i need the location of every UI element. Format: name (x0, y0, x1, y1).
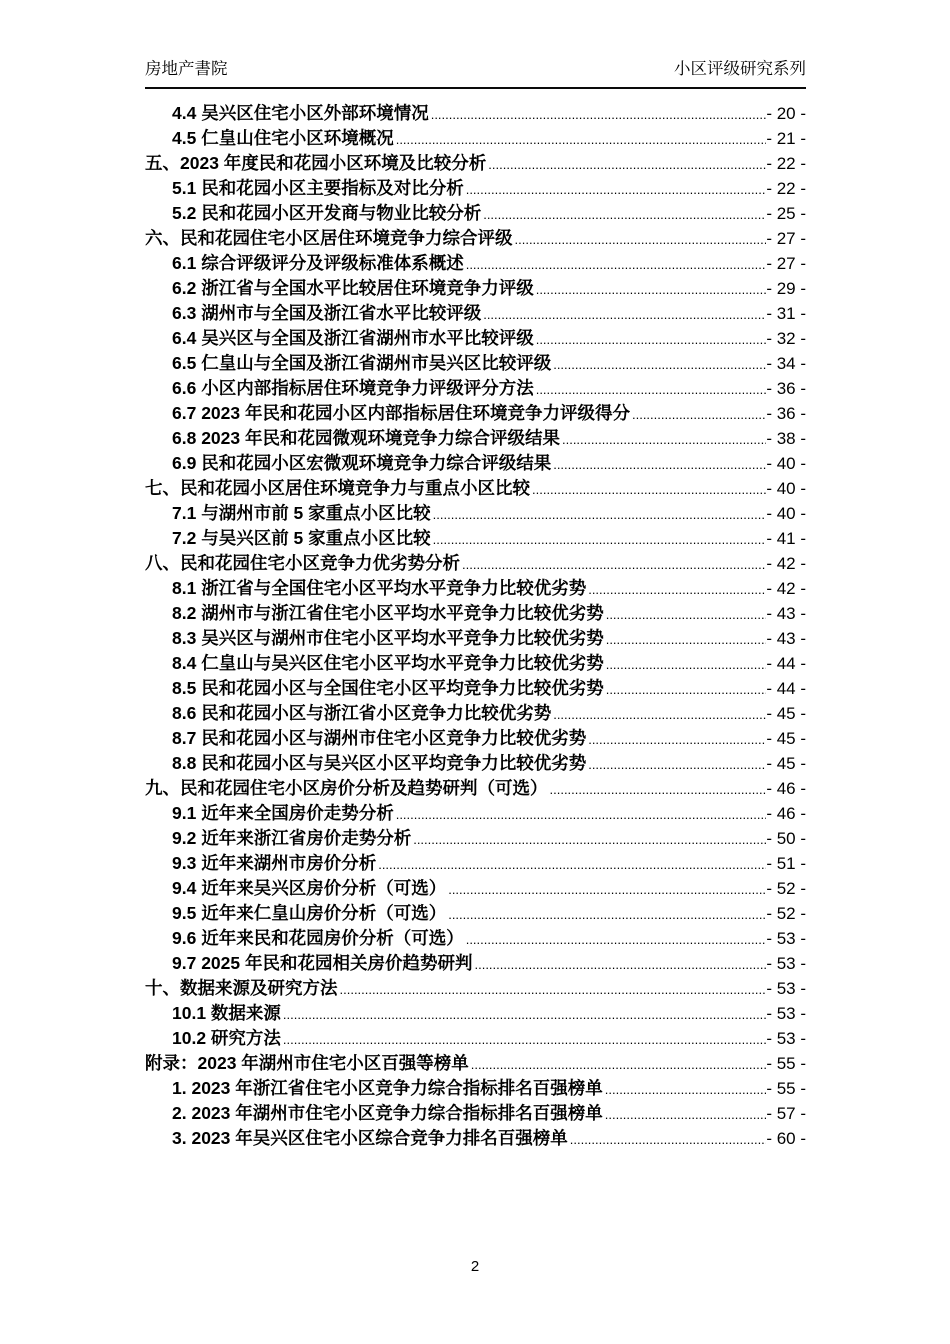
toc-entry-page: - 44 - (766, 679, 806, 698)
toc-entry[interactable] (145, 401, 806, 426)
toc-entry-label: 8.6 民和花园小区与浙江省小区竞争力比较优劣势 (172, 703, 552, 723)
toc-entry-label: 5.2 民和花园小区开发商与物业比较分析 (172, 203, 482, 223)
toc-entry-page: - 45 - (766, 754, 806, 773)
toc-dot-leader (606, 602, 767, 627)
toc-entry[interactable] (145, 651, 806, 676)
toc-entry-page: - 46 - (766, 779, 806, 798)
toc-entry-label: 6.1 综合评级评分及评级标准体系概述 (172, 253, 464, 273)
toc-entry-label: 8.2 湖州市与浙江省住宅小区平均水平竞争力比较优劣势 (172, 603, 604, 623)
toc-entry-page: - 52 - (766, 879, 806, 898)
toc-entry-label: 8.8 民和花园小区与吴兴区小区平均竞争力比较优劣势 (172, 753, 587, 773)
toc-dot-leader (553, 352, 766, 377)
toc-entry-page: - 42 - (766, 554, 806, 573)
toc-entry-page: - 52 - (766, 904, 806, 923)
toc-dot-leader (396, 802, 767, 827)
toc-entry-label: 10.1 数据来源 (172, 1003, 281, 1023)
toc-entry[interactable] (145, 876, 806, 901)
toc-entry-page: - 27 - (766, 254, 806, 273)
toc-entry-label: 五、2023 年度民和花园小区环境及比较分析 (145, 153, 487, 173)
toc-entry-page: - 32 - (766, 329, 806, 348)
toc-entry-page: - 36 - (766, 404, 806, 423)
toc-dot-leader (474, 952, 766, 977)
toc-entry-label: 4.5 仁皇山住宅小区环境概况 (172, 128, 394, 148)
toc-dot-leader (606, 627, 767, 652)
toc-dot-leader (448, 877, 766, 902)
toc-entry[interactable] (145, 676, 806, 701)
toc-entry-label: 9.3 近年来湖州市房价分析 (172, 853, 377, 873)
toc-entry[interactable] (145, 276, 806, 301)
toc-dot-leader (483, 202, 766, 227)
toc-entry-label: 8.5 民和花园小区与全国住宅小区平均竞争力比较优劣势 (172, 678, 604, 698)
header-right-text: 小区评级研究系列 (674, 60, 806, 78)
toc-dot-leader (433, 527, 767, 552)
toc-entry-page: - 44 - (766, 654, 806, 673)
toc-entry[interactable] (145, 301, 806, 326)
toc-dot-leader (515, 227, 767, 252)
toc-entry-page: - 53 - (766, 979, 806, 998)
toc-entry-label: 5.1 民和花园小区主要指标及对比分析 (172, 178, 464, 198)
toc-entry-page: - 36 - (766, 379, 806, 398)
toc-dot-leader (466, 252, 767, 277)
toc-entry-page: - 53 - (766, 1004, 806, 1023)
toc-dot-leader (550, 777, 767, 802)
toc-entry[interactable] (145, 551, 806, 576)
toc-dot-leader (466, 927, 767, 952)
toc-entry-page: - 45 - (766, 704, 806, 723)
toc-entry-page: - 40 - (766, 454, 806, 473)
toc-dot-leader (283, 1002, 766, 1027)
toc-dot-leader (536, 377, 767, 402)
toc-entry[interactable] (145, 1001, 806, 1026)
toc-dot-leader (413, 827, 766, 852)
toc-entry-label: 9.1 近年来全国房价走势分析 (172, 803, 394, 823)
toc-dot-leader (532, 477, 766, 502)
toc-entry-page: - 31 - (766, 304, 806, 323)
toc-entry[interactable] (145, 251, 806, 276)
toc-dot-leader (536, 327, 767, 352)
toc-dot-leader (378, 852, 766, 877)
toc-entry[interactable] (145, 1126, 806, 1151)
toc-entry-page: - 27 - (766, 229, 806, 248)
toc-entry-page: - 53 - (766, 929, 806, 948)
toc-entry-page: - 45 - (766, 729, 806, 748)
toc-entry[interactable] (145, 951, 806, 976)
toc-entry-label: 2. 2023 年湖州市住宅小区竞争力综合指标排名百强榜单 (172, 1103, 603, 1123)
toc-entry-page: - 50 - (766, 829, 806, 848)
page-number: 2 (470, 1258, 480, 1275)
toc-dot-leader (562, 427, 766, 452)
toc-entry-label: 6.3 湖州市与全国及浙江省水平比较评级 (172, 303, 482, 323)
toc-entry-label: 9.7 2025 年民和花园相关房价趋势研判 (172, 953, 473, 973)
toc-dot-leader (488, 152, 766, 177)
toc-entry[interactable] (145, 926, 806, 951)
toc-entry-label: 九、民和花园住宅小区房价分析及趋势研判（可选） (145, 778, 548, 798)
toc-entry[interactable] (145, 826, 806, 851)
toc-entry[interactable] (145, 226, 806, 251)
toc-entry-label: 6.6 小区内部指标居住环境竞争力评级评分方法 (172, 378, 534, 398)
toc-entry-page: - 55 - (766, 1079, 806, 1098)
toc-entry[interactable] (145, 426, 806, 451)
toc-entry-page: - 22 - (766, 179, 806, 198)
toc-dot-leader (396, 127, 767, 152)
toc-dot-leader (588, 727, 766, 752)
header-left-text: 房地产書院 (145, 60, 228, 78)
toc-entry-page: - 43 - (766, 629, 806, 648)
toc-entry-label: 6.7 2023 年民和花园小区内部指标居住环境竞争力评级得分 (172, 403, 630, 423)
toc-entry-page: - 53 - (766, 1029, 806, 1048)
toc-dot-leader (462, 552, 766, 577)
toc-entry-label: 八、民和花园住宅小区竞争力优劣势分析 (145, 553, 460, 573)
toc-entry[interactable] (145, 851, 806, 876)
toc-entry-label: 附录：2023 年湖州市住宅小区百强等榜单 (145, 1053, 469, 1073)
toc-entry-page: - 40 - (766, 504, 806, 523)
toc-entry-page: - 38 - (766, 429, 806, 448)
toc-entry-label: 4.4 吴兴区住宅小区外部环境情况 (172, 103, 429, 123)
table-of-contents (145, 101, 806, 1151)
toc-entry-label: 六、民和花园住宅小区居住环境竞争力综合评级 (145, 228, 513, 248)
toc-dot-leader (605, 1077, 767, 1102)
toc-entry-label: 7.2 与吴兴区前 5 家重点小区比较 (172, 528, 431, 548)
toc-dot-leader (606, 652, 767, 677)
toc-entry[interactable] (145, 526, 806, 551)
toc-dot-leader (448, 902, 766, 927)
toc-entry-label: 6.9 民和花园小区宏微观环境竞争力综合评级结果 (172, 453, 552, 473)
toc-entry-label: 9.6 近年来民和花园房价分析（可选） (172, 928, 464, 948)
toc-dot-leader (466, 177, 767, 202)
toc-entry-page: - 46 - (766, 804, 806, 823)
page-footer (0, 1258, 950, 1275)
toc-entry[interactable] (145, 126, 806, 151)
toc-entry[interactable] (145, 1026, 806, 1051)
toc-dot-leader (340, 977, 767, 1002)
toc-entry-page: - 42 - (766, 579, 806, 598)
toc-dot-leader (632, 402, 766, 427)
toc-entry-label: 1. 2023 年浙江省住宅小区竞争力综合指标排名百强榜单 (172, 1078, 603, 1098)
toc-dot-leader (433, 502, 767, 527)
toc-entry-label: 十、数据来源及研究方法 (145, 978, 338, 998)
toc-dot-leader (570, 1127, 767, 1152)
toc-entry[interactable] (145, 1076, 806, 1101)
toc-dot-leader (536, 277, 767, 302)
toc-entry[interactable] (145, 701, 806, 726)
toc-entry-label: 8.3 吴兴区与湖州市住宅小区平均水平竞争力比较优劣势 (172, 628, 604, 648)
toc-entry[interactable] (145, 501, 806, 526)
toc-entry[interactable] (145, 901, 806, 926)
toc-dot-leader (283, 1027, 766, 1052)
toc-entry[interactable] (145, 726, 806, 751)
page-header (145, 58, 806, 89)
toc-entry-page: - 51 - (766, 854, 806, 873)
toc-entry-page: - 22 - (766, 154, 806, 173)
toc-entry[interactable] (145, 176, 806, 201)
toc-entry-page: - 20 - (766, 104, 806, 123)
toc-entry[interactable] (145, 201, 806, 226)
toc-entry[interactable] (145, 476, 806, 501)
toc-dot-leader (588, 577, 766, 602)
toc-entry[interactable] (145, 151, 806, 176)
toc-entry[interactable] (145, 1101, 806, 1126)
toc-entry[interactable] (145, 451, 806, 476)
toc-entry[interactable] (145, 776, 806, 801)
toc-entry-page: - 25 - (766, 204, 806, 223)
toc-entry[interactable] (145, 626, 806, 651)
toc-entry-label: 8.1 浙江省与全国住宅小区平均水平竞争力比较优劣势 (172, 578, 587, 598)
toc-entry-label: 7.1 与湖州市前 5 家重点小区比较 (172, 503, 431, 523)
toc-entry-page: - 55 - (766, 1054, 806, 1073)
toc-entry-label: 七、民和花园小区居住环境竞争力与重点小区比较 (145, 478, 530, 498)
toc-dot-leader (431, 102, 767, 127)
toc-entry[interactable] (145, 351, 806, 376)
toc-entry-label: 6.2 浙江省与全国水平比较居住环境竞争力评级 (172, 278, 534, 298)
toc-entry[interactable] (145, 976, 806, 1001)
toc-entry-page: - 41 - (766, 529, 806, 548)
toc-dot-leader (471, 1052, 767, 1077)
toc-entry-page: - 53 - (766, 954, 806, 973)
toc-entry-label: 8.4 仁皇山与吴兴区住宅小区平均水平竞争力比较优劣势 (172, 653, 604, 673)
toc-entry[interactable] (145, 601, 806, 626)
toc-entry-page: - 43 - (766, 604, 806, 623)
toc-dot-leader (605, 1102, 767, 1127)
toc-entry[interactable] (145, 801, 806, 826)
toc-dot-leader (606, 677, 767, 702)
toc-entry[interactable] (145, 326, 806, 351)
toc-entry-label: 6.8 2023 年民和花园微观环境竞争力综合评级结果 (172, 428, 560, 448)
toc-entry[interactable] (145, 376, 806, 401)
toc-entry-label: 9.5 近年来仁皇山房价分析（可选） (172, 903, 447, 923)
toc-entry-label: 6.4 吴兴区与全国及浙江省湖州市水平比较评级 (172, 328, 534, 348)
toc-entry-page: - 34 - (766, 354, 806, 373)
toc-dot-leader (483, 302, 766, 327)
toc-entry-label: 6.5 仁皇山与全国及浙江省湖州市吴兴区比较评级 (172, 353, 552, 373)
toc-entry-page: - 40 - (766, 479, 806, 498)
toc-entry-page: - 21 - (766, 129, 806, 148)
toc-entry[interactable] (145, 751, 806, 776)
toc-entry[interactable] (145, 576, 806, 601)
toc-entry[interactable] (145, 101, 806, 126)
toc-entry-label: 8.7 民和花园小区与湖州市住宅小区竞争力比较优劣势 (172, 728, 587, 748)
toc-dot-leader (588, 752, 766, 777)
toc-entry-label: 9.4 近年来吴兴区房价分析（可选） (172, 878, 447, 898)
toc-entry-label: 9.2 近年来浙江省房价走势分析 (172, 828, 412, 848)
toc-entry-page: - 57 - (766, 1104, 806, 1123)
toc-dot-leader (553, 702, 766, 727)
toc-entry-label: 10.2 研究方法 (172, 1028, 281, 1048)
toc-dot-leader (553, 452, 766, 477)
toc-entry-label: 3. 2023 年吴兴区住宅小区综合竞争力排名百强榜单 (172, 1128, 568, 1148)
toc-entry-page: - 60 - (766, 1129, 806, 1148)
toc-entry[interactable] (145, 1051, 806, 1076)
toc-entry-page: - 29 - (766, 279, 806, 298)
